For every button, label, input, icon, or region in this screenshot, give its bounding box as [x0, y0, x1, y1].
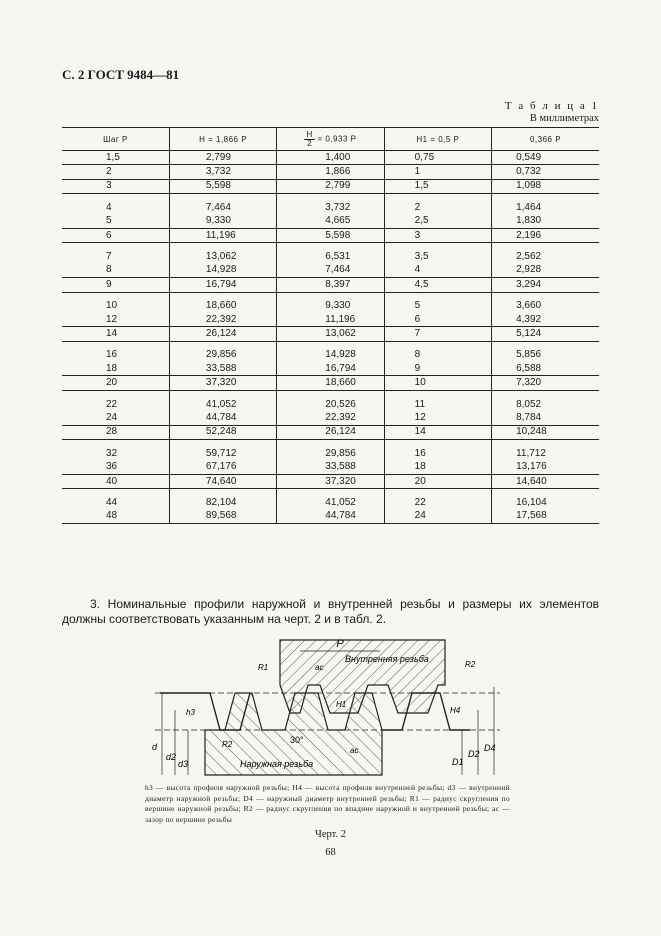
table-cell: 2,196	[492, 228, 599, 242]
table-cell: 1,098	[492, 179, 599, 193]
table-cell: 44,784	[169, 411, 276, 425]
page-number: 68	[325, 847, 336, 858]
table-row	[62, 411, 599, 425]
table-cell: 5	[384, 300, 491, 313]
table-cell: 22,392	[169, 313, 276, 327]
table-cell: 11	[384, 398, 491, 411]
table-cell: 33,588	[169, 362, 276, 376]
table-cell: 12	[384, 411, 491, 425]
paragraph-3: 3. Номинальные профили наружной и внутренней резьбы и размеры их элементов должны соответствовать указанным на черт. 2 и в табл. 2.	[62, 597, 599, 626]
table-cell: 6,531	[277, 250, 384, 263]
group-spacer-row	[62, 440, 599, 448]
table-units: В миллиметрах	[529, 113, 599, 124]
table-cell: 4	[384, 264, 491, 278]
spacer-cell	[62, 489, 169, 497]
table-cell: 36	[62, 460, 169, 474]
h-half-fraction: $\frac{H}{2}$	[306, 129, 313, 148]
table-cell: 9	[62, 278, 169, 292]
spacer-cell	[492, 390, 599, 398]
table-cell: 5,598	[169, 179, 276, 193]
table-cell: 14	[384, 425, 491, 439]
table-row	[62, 398, 599, 411]
table-cell: 20	[384, 474, 491, 488]
angle-label: 30°	[290, 735, 304, 745]
table-caption: Т а б л и ц а 1	[504, 100, 599, 112]
table-cell: 9,330	[169, 215, 276, 229]
r2-right-label: R2	[465, 660, 476, 669]
table-cell: 41,052	[277, 496, 384, 509]
D1-label: D1	[452, 757, 464, 767]
table-cell: 7,320	[492, 376, 599, 390]
spacer-cell	[492, 489, 599, 497]
table-row	[62, 300, 599, 313]
table-cell: 1,5	[62, 151, 169, 165]
group-spacer-row	[62, 243, 599, 251]
table-cell: 7,464	[277, 264, 384, 278]
table-cell: 37,320	[277, 474, 384, 488]
table-row	[62, 447, 599, 460]
table-cell: 10,248	[492, 425, 599, 439]
table-row	[62, 278, 599, 292]
table-cell: 44,784	[277, 510, 384, 524]
table-cell: 0,732	[492, 165, 599, 179]
table-cell: 26,124	[277, 425, 384, 439]
table-cell: 20	[62, 376, 169, 390]
table-cell: 4,392	[492, 313, 599, 327]
table-cell: 40	[62, 474, 169, 488]
table-cell: 16,794	[277, 362, 384, 376]
table-cell: 14	[62, 327, 169, 341]
table-row	[62, 215, 599, 229]
table-cell: 8	[384, 349, 491, 362]
table-cell: 3,732	[277, 201, 384, 214]
spacer-cell	[384, 341, 491, 349]
col-header-h: H = 1,866 P	[169, 128, 276, 151]
ac-label: ac	[315, 663, 324, 672]
table-cell: 16	[106, 349, 118, 361]
table-cell: 5,856	[492, 349, 599, 362]
col-header-pitch: Шаг P	[62, 128, 169, 151]
table-cell: 20,526	[277, 398, 384, 411]
table-cell: 13,062	[169, 250, 276, 263]
table-cell: 4	[106, 201, 112, 213]
r1-label: R1	[258, 663, 269, 672]
table-cell: 22	[106, 398, 118, 410]
table-cell: 4,665	[277, 215, 384, 229]
h1-label: H1	[336, 700, 347, 709]
spacer-cell	[277, 243, 384, 251]
table-cell: 3,294	[492, 278, 599, 292]
table-cell: 7	[384, 327, 491, 341]
table-row	[62, 349, 599, 362]
spacer-cell	[384, 489, 491, 497]
table-cell: 22	[384, 496, 491, 509]
table-cell: 3,732	[169, 165, 276, 179]
table-row	[62, 151, 599, 165]
table-cell: 5	[62, 215, 169, 229]
table-cell: 89,568	[169, 510, 276, 524]
table-cell: 16,104	[492, 496, 599, 509]
col-header-h1: H1 = 0,5 P	[384, 128, 491, 151]
table-cell: 24	[62, 411, 169, 425]
table-cell: 24	[384, 510, 491, 524]
table-cell: 3,660	[492, 300, 599, 313]
table-row	[62, 327, 599, 341]
table-cell: 3	[62, 179, 169, 193]
table-cell: 2,928	[492, 264, 599, 278]
table-row	[62, 460, 599, 474]
spacer-cell	[492, 292, 599, 300]
table-cell: 37,320	[169, 376, 276, 390]
spacer-cell	[169, 341, 276, 349]
table-cell: 16	[384, 447, 491, 460]
table-cell: 29,856	[169, 349, 276, 362]
table-row	[62, 201, 599, 214]
table-cell: 1,5	[384, 179, 491, 193]
spacer-cell	[384, 194, 491, 202]
table-row	[62, 165, 599, 179]
col-header-h-half: $\frac{H}{2}$ = 0,933 P	[277, 128, 384, 151]
table-cell: 6	[62, 228, 169, 242]
table-cell: 26,124	[169, 327, 276, 341]
spacer-cell	[277, 292, 384, 300]
spacer-cell	[169, 194, 276, 202]
spacer-cell	[492, 440, 599, 448]
table-cell: 32	[106, 447, 118, 459]
spacer-cell	[492, 243, 599, 251]
table-cell: 3,5	[384, 250, 491, 263]
table-cell: 16,794	[169, 278, 276, 292]
d3-label: d3	[178, 759, 189, 769]
table-row	[62, 362, 599, 376]
table-row	[62, 179, 599, 193]
table-cell: 7,464	[169, 201, 276, 214]
table-cell: 74,640	[169, 474, 276, 488]
table-cell: 8,784	[492, 411, 599, 425]
table-cell: 1,866	[277, 165, 384, 179]
table-cell: 0,75	[384, 151, 491, 165]
table-cell: 1,400	[277, 151, 384, 165]
figure-legend: h3 — высота профиля наружной резьбы; H4 — высота профиля внутренней резьбы; d3 — внутренний диаметр наружной резьбы; D4 — наружный диаметр внутренней резьбы; R1 — радиус скругления по вершине наружной резьбы; R2 — радиус скругления по впадине наружной и внутренней резьбы; ac — зазор по вершине резьбы	[145, 783, 510, 824]
spacer-cell	[277, 341, 384, 349]
table-cell: 44	[106, 496, 118, 508]
spacer-cell	[62, 390, 169, 398]
spacer-cell	[62, 194, 169, 202]
table-cell: 17,568	[492, 510, 599, 524]
spacer-cell	[277, 194, 384, 202]
spacer-cell	[492, 341, 599, 349]
table-cell: 5,124	[492, 327, 599, 341]
table-row	[62, 510, 599, 524]
table-row	[62, 474, 599, 488]
table-cell: 14,640	[492, 474, 599, 488]
spacer-cell	[384, 243, 491, 251]
spacer-cell	[62, 243, 169, 251]
table-cell: 3	[384, 228, 491, 242]
spacer-cell	[384, 390, 491, 398]
pitch-label: P	[336, 638, 344, 650]
table-cell: 67,176	[169, 460, 276, 474]
table-row	[62, 313, 599, 327]
table-cell: 8,397	[277, 278, 384, 292]
table-cell: 11,196	[169, 228, 276, 242]
r2-label: R2	[222, 740, 233, 749]
d-label: d	[152, 742, 158, 752]
table-cell: 59,712	[169, 447, 276, 460]
table-cell: 8,052	[492, 398, 599, 411]
D4-label: D4	[484, 743, 496, 753]
table-cell: 28	[62, 425, 169, 439]
table-cell: 10	[384, 376, 491, 390]
table-cell: 33,588	[277, 460, 384, 474]
group-spacer-row	[62, 292, 599, 300]
table-cell: 0,549	[492, 151, 599, 165]
table-cell: 7	[106, 251, 112, 263]
table-cell: 14,928	[169, 264, 276, 278]
table-cell: 1,464	[492, 201, 599, 214]
table-cell: 11,712	[492, 447, 599, 460]
table-cell: 52,248	[169, 425, 276, 439]
outer-thread-label: Наружная резьба	[240, 759, 314, 769]
table-cell: 18,660	[277, 376, 384, 390]
table-cell: 48	[62, 510, 169, 524]
spacer-cell	[62, 341, 169, 349]
spacer-cell	[384, 292, 491, 300]
spacer-cell	[169, 292, 276, 300]
table-cell: 1	[384, 165, 491, 179]
table-cell: 2,799	[277, 179, 384, 193]
table-cell: 2,799	[169, 151, 276, 165]
group-spacer-row	[62, 489, 599, 497]
h4-label: H4	[450, 706, 461, 715]
spacer-cell	[384, 440, 491, 448]
table-cell: 6	[384, 313, 491, 327]
spacer-cell	[62, 440, 169, 448]
table-cell: 8	[62, 264, 169, 278]
table-cell: 13,176	[492, 460, 599, 474]
spacer-cell	[169, 440, 276, 448]
table-cell: 18	[62, 362, 169, 376]
table-cell: 2	[384, 201, 491, 214]
page-header: С. 2 ГОСТ 9484—81	[62, 67, 180, 82]
spacer-cell	[169, 243, 276, 251]
spacer-cell	[169, 390, 276, 398]
table-row	[62, 425, 599, 439]
table-cell: 9,330	[277, 300, 384, 313]
table-cell: 82,104	[169, 496, 276, 509]
table-cell: 18,660	[169, 300, 276, 313]
D2-label: D2	[468, 749, 480, 759]
table-cell: 12	[62, 313, 169, 327]
thread-profile-drawing	[140, 635, 520, 780]
table-row	[62, 250, 599, 263]
table-row	[62, 228, 599, 242]
table-row	[62, 264, 599, 278]
h3-label: h3	[186, 708, 195, 717]
spacer-cell	[62, 292, 169, 300]
table-cell: 22,392	[277, 411, 384, 425]
ac-bottom-label: ac	[350, 746, 359, 755]
figure-caption: Черт. 2	[315, 829, 346, 840]
table-cell: 9	[384, 362, 491, 376]
group-spacer-row	[62, 390, 599, 398]
group-spacer-row	[62, 341, 599, 349]
table-cell: 2	[62, 165, 169, 179]
spacer-cell	[492, 194, 599, 202]
inner-thread-label: Внутренняя резьба	[345, 654, 429, 664]
table-cell: 11,196	[277, 313, 384, 327]
table-row	[62, 376, 599, 390]
table-cell: 2,5	[384, 215, 491, 229]
spacer-cell	[169, 489, 276, 497]
table-cell: 6,588	[492, 362, 599, 376]
table-row	[62, 496, 599, 509]
col-header-0366p: 0,366 P	[492, 128, 599, 151]
table-cell: 1,830	[492, 215, 599, 229]
table-cell: 41,052	[169, 398, 276, 411]
table-cell: 13,062	[277, 327, 384, 341]
d2-label: d2	[166, 752, 177, 762]
spacer-cell	[277, 390, 384, 398]
table-cell: 18	[384, 460, 491, 474]
table-cell: 4,5	[384, 278, 491, 292]
spacer-cell	[277, 440, 384, 448]
table-cell: 2,562	[492, 250, 599, 263]
table-cell: 29,856	[277, 447, 384, 460]
table-cell: 14,928	[277, 349, 384, 362]
table-cell: 10	[106, 300, 118, 312]
spacer-cell	[277, 489, 384, 497]
thread-dimensions-table	[62, 127, 599, 524]
table-cell: 5,598	[277, 228, 384, 242]
table-header-row	[62, 128, 599, 151]
group-spacer-row	[62, 194, 599, 202]
